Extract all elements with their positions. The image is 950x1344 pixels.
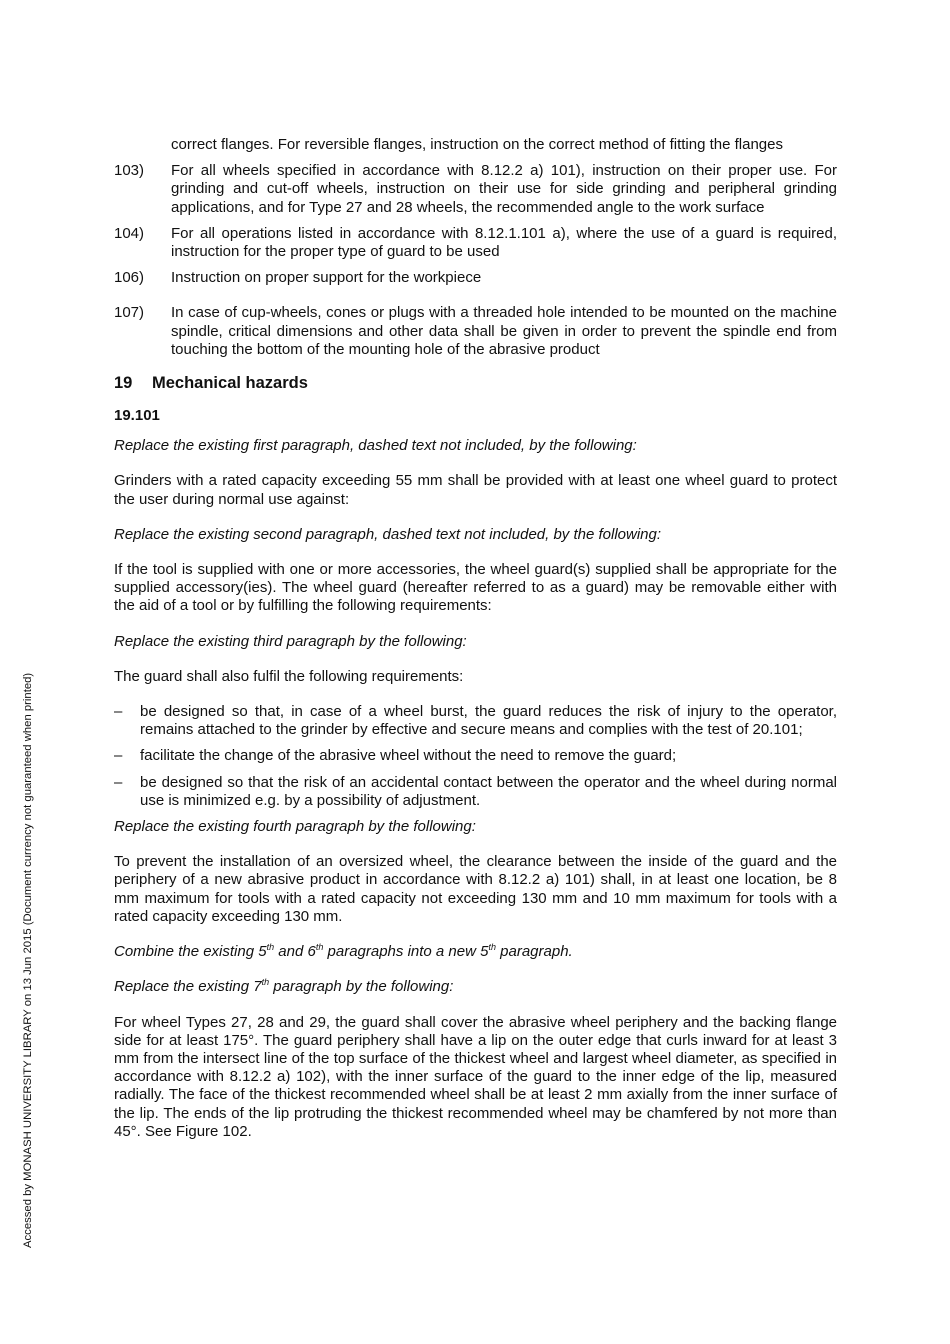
instruction-2: Replace the existing second paragraph, dashed text not included, by the following: — [114, 525, 662, 543]
dash-text: be designed so that the risk of an accidental contact between the operator and the wheel during normal use is minimized e.g. by a possibility of adjustment. — [140, 773, 837, 809]
list-item — [114, 269, 837, 287]
dash-marker: – — [114, 773, 123, 791]
dash-item — [114, 703, 837, 739]
paragraph-1: Grinders with a rated capacity exceeding 55 mm shall be provided with at least one wheel guard to protect the user during normal use against: — [114, 472, 837, 508]
item-number: 106) — [114, 269, 145, 287]
paragraph-3: The guard shall also fulfil the following requirements: — [114, 667, 464, 685]
document-page — [114, 136, 837, 1158]
list-item — [114, 225, 837, 261]
section-number: 19 — [114, 374, 133, 393]
dash-text: facilitate the change of the abrasive wheel without the need to remove the guard; — [140, 747, 677, 765]
paragraph-4: To prevent the installation of an oversized wheel, the clearance between the inside of the guard and the periphery of a new abrasive product in accordance with 8.12.2 a) 101) shall, in at least one location, be 8 mm maximum for tools with a rated capacity not exceeding 130 mm and 10 mm maximum for tools with a rated capacity exceeding 130 mm. — [114, 853, 837, 925]
list-item — [114, 304, 837, 359]
item-number: 103) — [114, 162, 145, 180]
instruction-1: Replace the existing first paragraph, dashed text not included, by the following: — [114, 437, 637, 455]
dash-marker: – — [114, 747, 123, 765]
paragraph-5: For wheel Types 27, 28 and 29, the guard shall cover the abrasive wheel periphery and the backing flange side for at least 175°. The guard periphery shall have a lip on the outer edge that curls inward for at least 3 mm from the intersect line of the top surface of the thickest wheel and largest wheel diameter, as specified in accordance with 8.12.2 a) 102), with the inner surface of the guard to the inner edge of the lip, measured radially. The face of the thickest recommended wheel shall be at least 2 mm axially from the inner surface of the lip. The ends of the lip protruding the thickest recommended wheel may be chamfered by not more than 45°. See Figure 102. — [114, 1013, 837, 1140]
item-text: For all wheels specified in accordance with 8.12.2 a) 101), instruction on their proper use. For grinding and cut-off wheels, instruction on their use for side grinding and peripheral grinding applications, and for Type 27 and 28 wheels, the recommended angle to the work surface — [171, 162, 837, 216]
dash-marker: – — [114, 703, 123, 721]
section-heading — [114, 373, 837, 393]
paragraph-2: If the tool is supplied with one or more accessories, the wheel guard(s) supplied shall be appropriate for the supplied accessory(ies). The wheel guard (hereafter referred to as a guard) may be removable either with the aid of a tool or by fulfilling the following requirements: — [114, 561, 837, 615]
list-item — [114, 162, 837, 217]
instruction-6: Replace the existing 7th paragraph by the following: — [114, 977, 454, 996]
section-title: Mechanical hazards — [152, 374, 308, 393]
dash-text: be designed so that, in case of a wheel burst, the guard reduces the risk of injury to the operator, remains attached to the grinder by effective and secure means and complies with the test of 20.101; — [140, 703, 837, 739]
dash-item — [114, 747, 837, 765]
instruction-5: Combine the existing 5th and 6th paragraphs into a new 5th paragraph. — [114, 942, 573, 961]
item-number: 107) — [114, 304, 145, 322]
access-watermark: Accessed by MONASH UNIVERSITY LIBRARY on 13 Jun 2015 (Document currency not guaranteed when printed) — [22, 672, 34, 1248]
item-text: For all operations listed in accordance with 8.12.1.101 a), where the use of a guard is required, instruction for the proper type of guard to be used — [171, 224, 837, 261]
instruction-3: Replace the existing third paragraph by the following: — [114, 632, 467, 650]
item-number: 104) — [114, 224, 145, 242]
item-102-continuation: correct flanges. For reversible flanges, instruction on the correct method of fitting the flanges — [171, 136, 783, 153]
instruction-4: Replace the existing fourth paragraph by the following: — [114, 818, 476, 836]
item-text: Instruction on proper support for the workpiece — [171, 269, 482, 287]
dash-item — [114, 774, 837, 810]
item-text: In case of cup-wheels, cones or plugs with a threaded hole intended to be mounted on the machine spindle, critical dimensions and other data shall be given in order to prevent the spindle end from touching the bottom of the mounting hole of the abrasive product — [171, 304, 837, 358]
subsection-heading: 19.101 — [114, 407, 160, 425]
